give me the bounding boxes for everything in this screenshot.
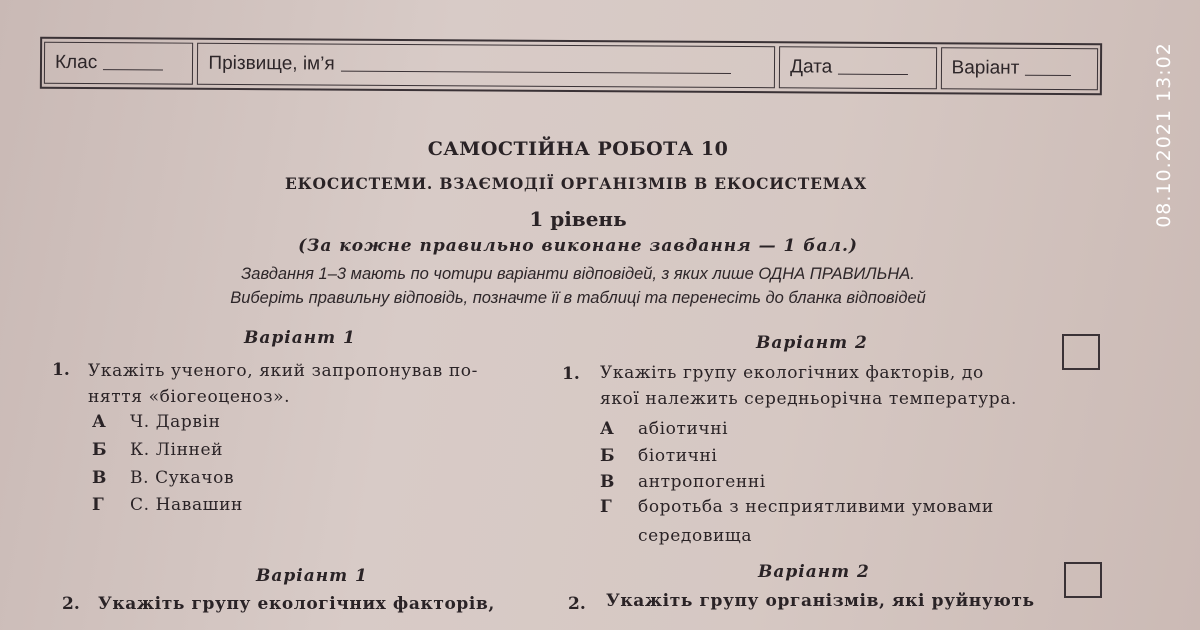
name-label: Прізвище, ім’я — [208, 52, 335, 75]
option-text: біотичні — [638, 446, 718, 466]
task1-variant2-option-a — [600, 419, 728, 439]
option-text: антропогенні — [638, 472, 766, 492]
task1-variant1-option-c — [92, 468, 234, 488]
task1-variant2-heading: Варіант 2 — [756, 333, 868, 353]
date-field — [779, 46, 937, 89]
task2-variant2-heading: Варіант 2 — [758, 562, 870, 582]
option-letter: Г — [92, 495, 105, 515]
task2-variant2-number: 2. — [568, 594, 586, 614]
work-subtitle: ЕКОСИСТЕМИ. ВЗАЄМОДІЇ ОРГАНІЗМІВ В ЕКОСИСТЕМАХ — [285, 174, 867, 193]
task2-variant1-question — [98, 591, 495, 617]
option-letter: В — [600, 472, 615, 492]
date-label: Дата — [790, 56, 833, 78]
scoring-note: (За кожне правильно виконане завдання — 1 бал.) — [298, 236, 858, 256]
timestamp-text: 08.10.2021 13:02 — [1153, 42, 1175, 228]
task2-variant1-number: 2. — [62, 594, 80, 614]
option-letter: В — [92, 468, 107, 488]
class-label: Клас — [54, 51, 98, 74]
option-text: абіотичні — [638, 419, 729, 439]
question-line: Укажіть групу екологічних факторів, — [98, 594, 495, 614]
question-line: якої належить середньорічна температура. — [600, 389, 1017, 409]
option-text: боротьба з несприятливими умовами — [638, 497, 994, 517]
level-heading: 1 рівень — [529, 207, 627, 231]
task1-variant2-question — [600, 360, 1017, 412]
task1-variant2-option-d-continuation: середовища — [638, 526, 753, 546]
task1-variant1-heading: Варіант 1 — [244, 328, 356, 348]
photo-timestamp — [1150, 30, 1178, 240]
name-blank-line — [341, 70, 731, 73]
option-text: В. Сукачов — [130, 468, 235, 488]
option-letter: Г — [600, 497, 613, 517]
task1-answer-box[interactable] — [1062, 334, 1100, 370]
student-info-header — [40, 37, 1102, 95]
task1-variant2-option-b — [600, 446, 717, 466]
option-text: К. Лінней — [130, 440, 224, 460]
question-line: Укажіть групу організмів, які руйнують — [606, 591, 1035, 611]
task2-variant1-heading: Варіант 1 — [256, 566, 368, 586]
name-field — [197, 43, 775, 89]
task1-variant2-option-d — [600, 497, 994, 517]
date-blank-line — [838, 73, 908, 74]
class-field — [44, 42, 194, 85]
option-letter: Б — [92, 440, 108, 460]
variant-blank-line — [1025, 74, 1071, 75]
task1-variant1-option-b — [92, 440, 223, 460]
variant-label: Варіант — [951, 57, 1020, 79]
class-blank-line — [103, 69, 163, 70]
question-line: Укажіть групу екологічних факторів, до — [600, 363, 984, 383]
task2-answer-box[interactable] — [1064, 562, 1102, 598]
task1-variant1-option-d — [92, 495, 243, 515]
option-letter: Б — [600, 446, 616, 466]
task1-variant2-option-c — [600, 472, 766, 492]
instruction-line-1: Завдання 1–3 мають по чотири варіанти відповідей, з яких лише ОДНА ПРАВИЛЬНА. — [241, 265, 915, 283]
question-line: Укажіть ученого, який запропонував по- — [88, 361, 478, 381]
task1-variant1-number: 1. — [52, 360, 70, 380]
option-text: Ч. Дарвін — [130, 412, 221, 432]
task2-variant2-question — [606, 588, 1035, 614]
task1-variant1-question — [88, 358, 478, 410]
question-line: няття «біогеоценоз». — [88, 387, 291, 407]
option-letter: А — [92, 412, 107, 432]
option-letter: А — [600, 419, 615, 439]
variant-field — [940, 47, 1098, 90]
task1-variant2-number: 1. — [562, 364, 580, 384]
option-text: С. Навашин — [130, 495, 243, 515]
task1-variant1-option-a — [92, 412, 221, 432]
work-title: САМОСТІЙНА РОБОТА 10 — [427, 138, 729, 160]
instruction-line-2: Виберіть правильну відповідь, позначте її в таблиці та перенесіть до бланка відповідей — [230, 289, 926, 307]
